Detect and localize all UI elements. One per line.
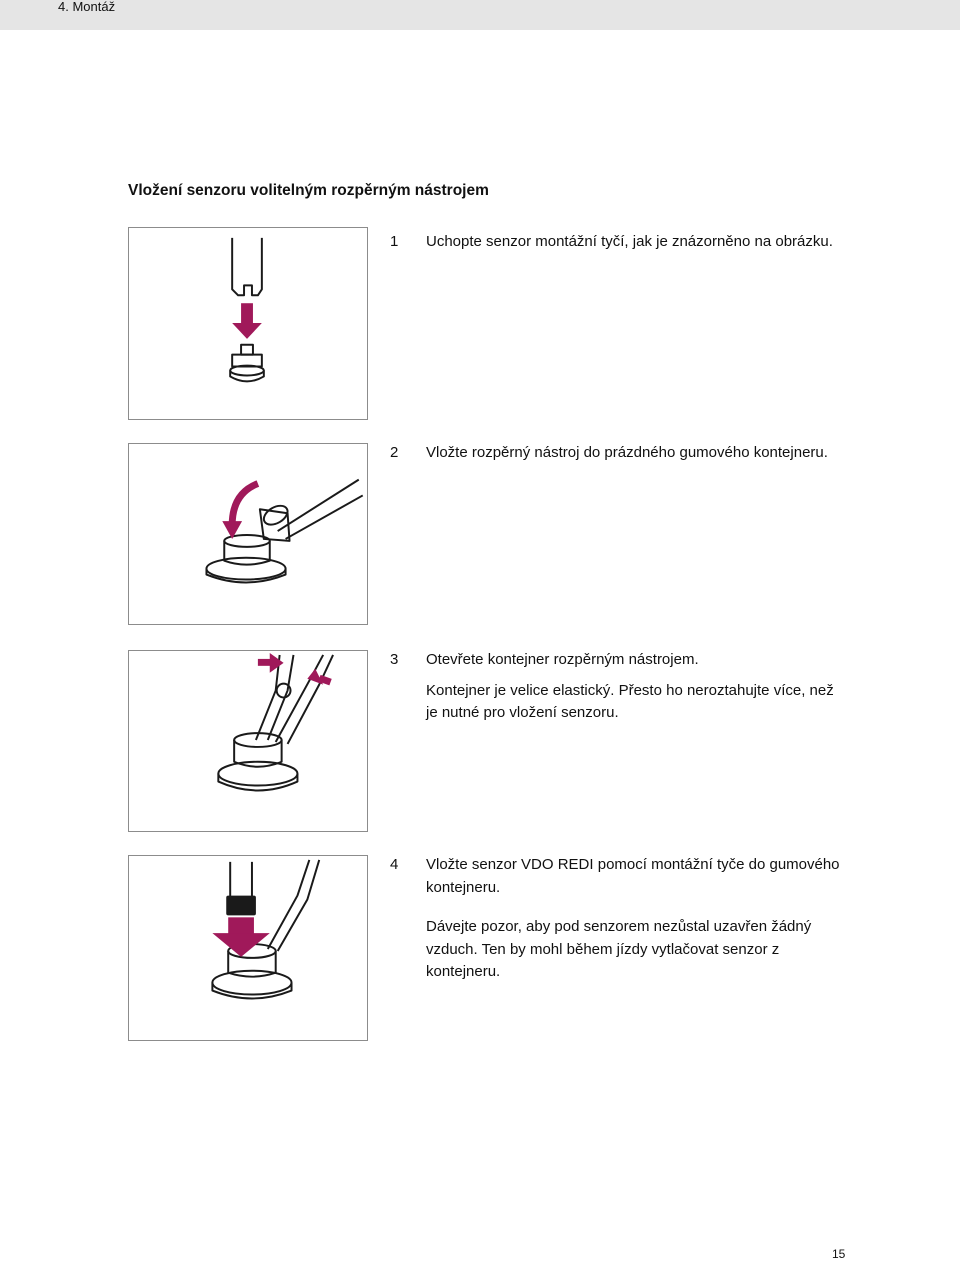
illustration-rod-and-sensor	[129, 228, 367, 419]
step-1-paragraph-1: Uchopte senzor montážní tyčí, jak je znázorněno na obrázku.	[426, 233, 833, 250]
spreader-tool	[268, 860, 319, 951]
curved-arrow	[232, 484, 258, 526]
illustration-spreader-insert	[129, 444, 367, 624]
step-text-3	[426, 649, 846, 725]
section-title: Vložení senzoru volitelným rozpěrným nástrojem	[128, 182, 489, 199]
sensor-valve	[230, 345, 264, 382]
down-arrow	[232, 303, 262, 339]
page-number: 15	[832, 1247, 846, 1261]
figure-step-4	[128, 855, 368, 1041]
sensor-band	[226, 896, 256, 916]
step-text-4	[426, 854, 846, 984]
step-number-1: 1	[390, 233, 399, 250]
figure-step-3	[128, 650, 368, 832]
step-3-paragraph-2: Kontejner je velice elastický. Přesto ho neroztahujte více, než je nutné pro vložení senzoru.	[426, 681, 834, 721]
step-4-paragraph-2: Dávejte pozor, aby pod senzorem nezůstal uzavřen žádný vzduch. Ten by mohl během jízdy vytlačovat senzor z kontejneru.	[426, 918, 812, 980]
mounting-rod	[230, 862, 252, 900]
illustration-spreader-open	[129, 651, 367, 831]
step-2-paragraph-1: Vložte rozpěrný nástroj do prázdného gumového kontejneru.	[426, 444, 828, 461]
figure-step-1	[128, 227, 368, 420]
step-number-4: 4	[390, 856, 399, 873]
rubber-container	[206, 535, 285, 582]
squeeze-arrow-right	[307, 669, 331, 686]
header-bar	[0, 0, 960, 30]
illustration-sensor-insert	[129, 856, 367, 1040]
mounting-rod	[232, 238, 262, 295]
step-text-2	[426, 442, 846, 465]
step-4-paragraph-1: Vložte senzor VDO REDI pomocí montážní tyče do gumového kontejneru.	[426, 856, 840, 896]
chapter-title: 4. Montáž	[58, 0, 116, 14]
step-number-3: 3	[390, 651, 399, 668]
step-3-paragraph-1: Otevřete kontejner rozpěrným nástrojem.	[426, 651, 699, 668]
step-number-2: 2	[390, 444, 399, 461]
figure-step-2	[128, 443, 368, 625]
step-text-1	[426, 231, 846, 254]
rubber-container	[218, 733, 297, 790]
down-arrow	[212, 917, 269, 957]
spreader-tool	[256, 655, 333, 744]
rubber-container	[212, 944, 291, 998]
spreader-tool	[260, 480, 363, 541]
